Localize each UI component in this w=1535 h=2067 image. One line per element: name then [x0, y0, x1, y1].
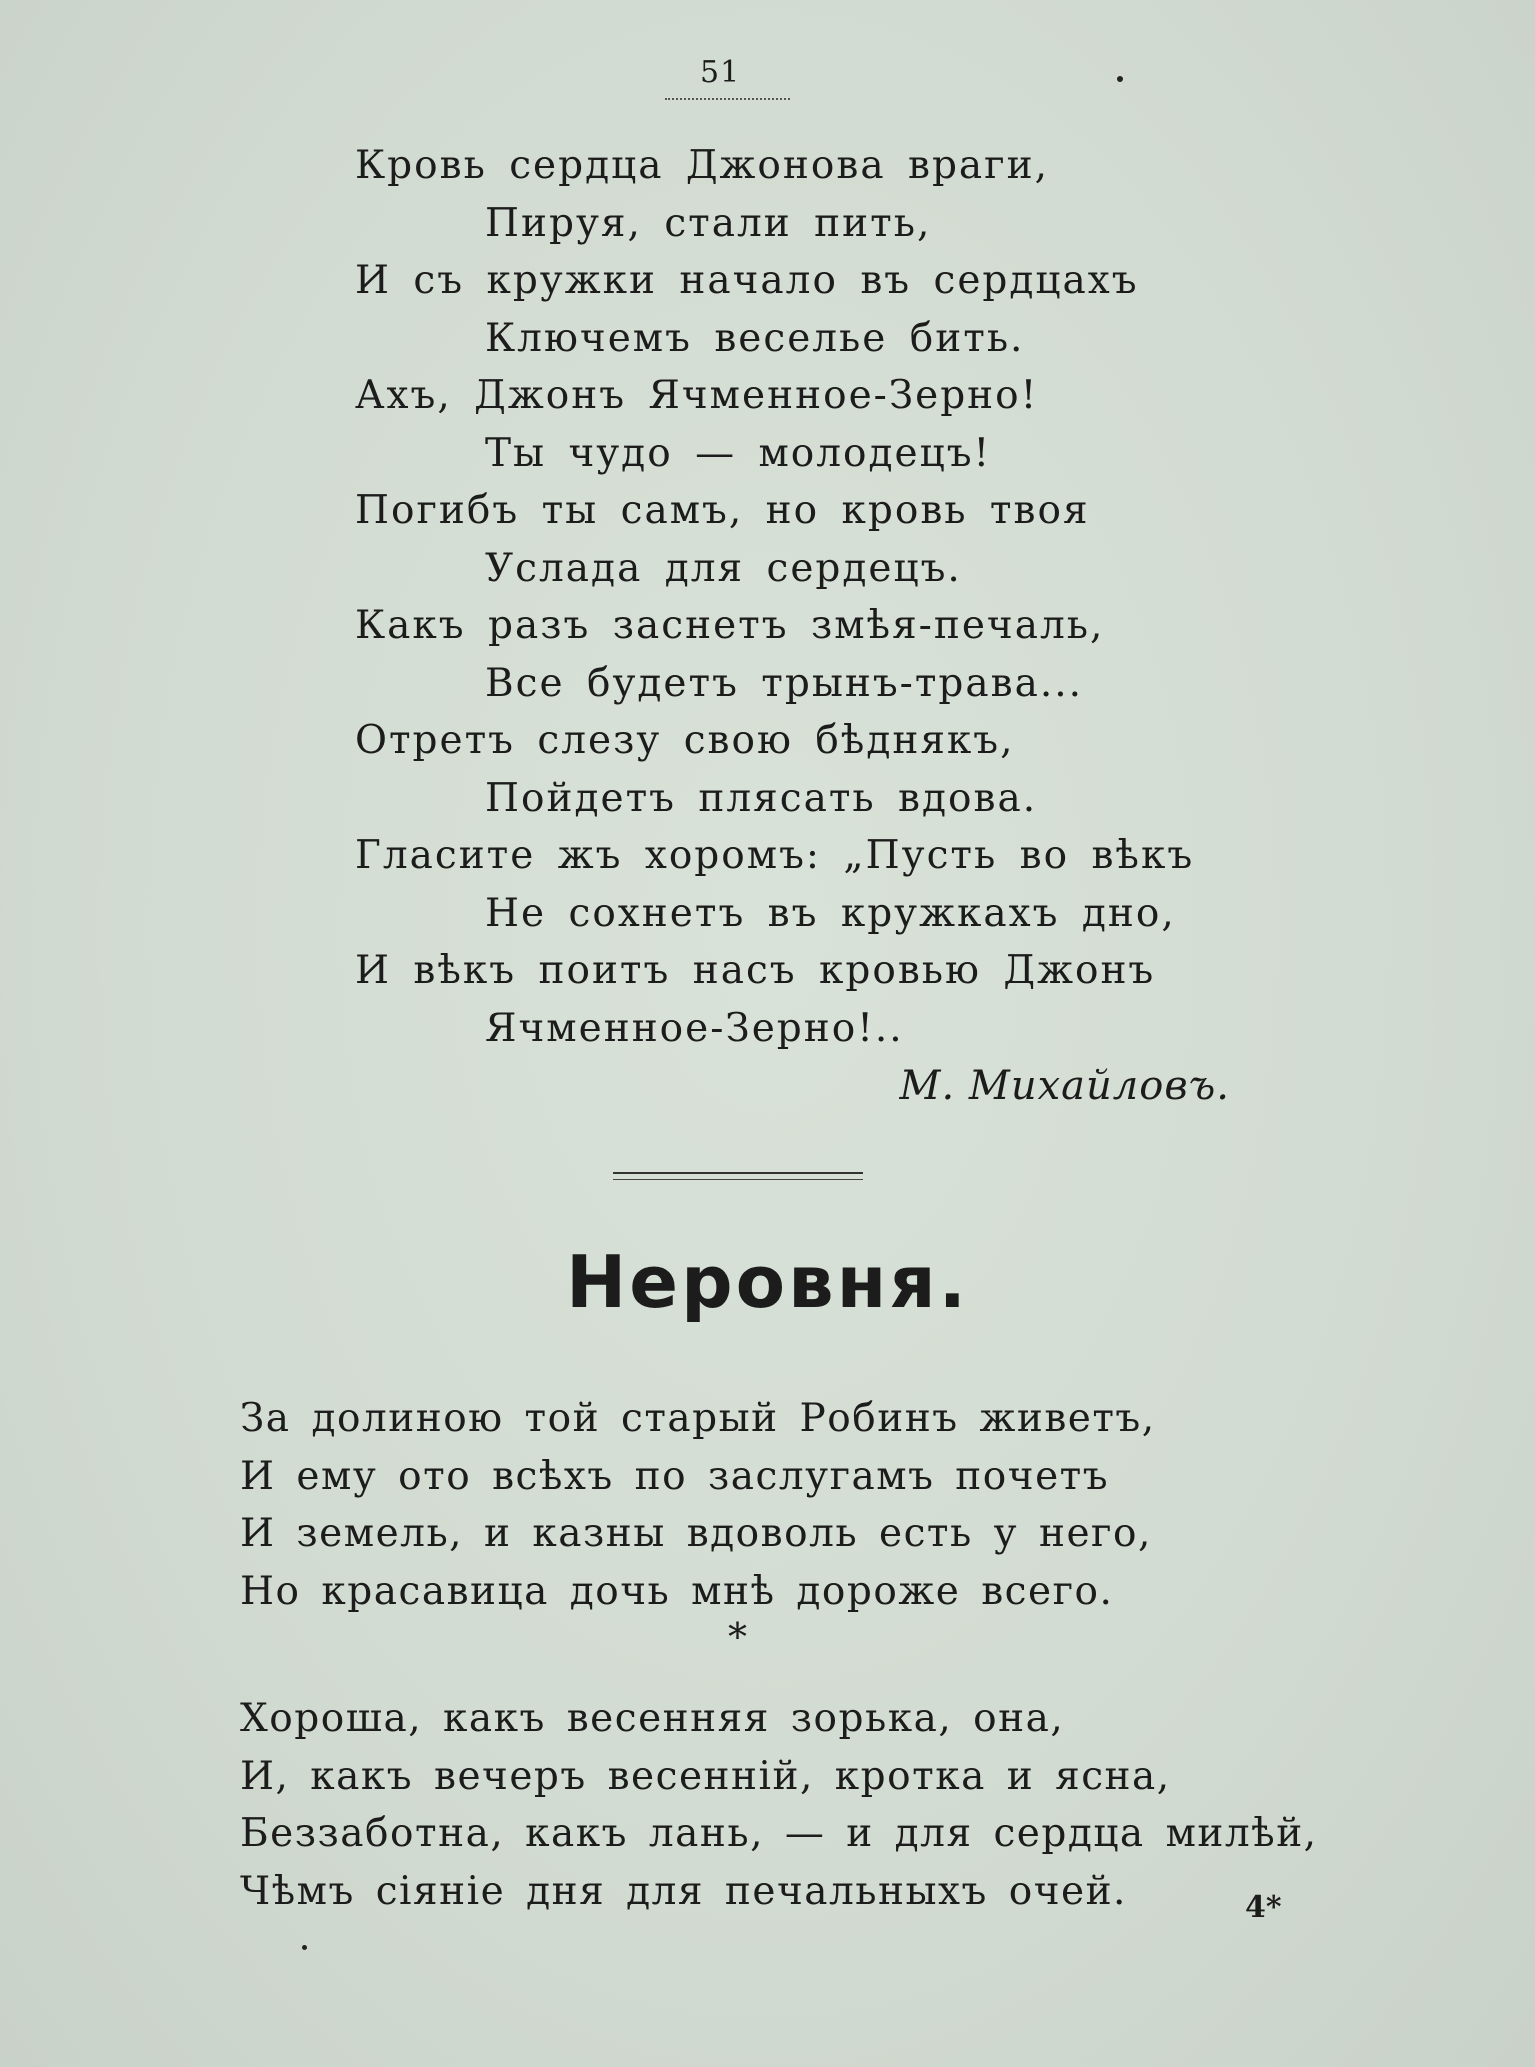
poem-line: И земель, и казны вдоволь есть у него, [240, 1511, 1152, 1556]
ink-dot [1117, 76, 1123, 82]
poem-line: Ты чудо — молодецъ! [485, 430, 992, 476]
poem-line: Ячменное-Зерно!.. [485, 1005, 904, 1051]
poem-line: Кровь сердца Джонова враги, [355, 143, 1049, 188]
stanza-mark: * [728, 1615, 747, 1659]
poem-line: Гласите жъ хоромъ: „Пусть во вѣкъ [355, 833, 1195, 878]
poem-line: Ахъ, Джонъ Ячменное-Зерно! [355, 373, 1039, 418]
poem-line: Пойдетъ плясать вдова. [485, 775, 1038, 821]
poem-stanza-2 [240, 1690, 1440, 1920]
poem-line: Все будетъ трынъ-трава... [485, 660, 1084, 706]
poem-line: Отретъ слезу свою бѣднякъ, [355, 718, 1015, 763]
section-title: Неровня. [566, 1240, 969, 1324]
poem-line: Не сохнетъ въ кружкахъ дно, [485, 890, 1176, 936]
poem-author: М. Михайловъ. [899, 1063, 1230, 1109]
poem-line: Погибъ ты самъ, но кровь твоя [355, 488, 1090, 533]
poem-line: И ему ото всѣхъ по заслугамъ почетъ [240, 1453, 1110, 1499]
ink-dot [302, 1945, 307, 1950]
poem-line: Беззаботна, какъ лань, — и для сердца милѣй, [240, 1811, 1318, 1856]
poem-stanza-1 [240, 1390, 1440, 1620]
poem-john-barleycorn [355, 137, 1355, 1057]
poem-line: Ключемъ веселье бить. [485, 315, 1025, 361]
section-separator [613, 1172, 863, 1180]
poem-line: И вѣкъ поитъ насъ кровью Джонъ [355, 948, 1156, 993]
page-number: 51 [700, 55, 741, 90]
poem-line: Чѣмъ сіяніе дня для печальныхъ очей. [240, 1868, 1127, 1914]
poem-line: Услада для сердецъ. [485, 545, 962, 591]
poem-line: Пируя, стали пить, [485, 200, 932, 246]
signature-mark: 4* [1245, 1890, 1282, 1925]
poem-line: Но красавица дочь мнѣ дороже всего. [240, 1568, 1114, 1614]
page-number-rule [665, 98, 790, 100]
poem-line: Хороша, какъ весенняя зорька, она, [240, 1696, 1065, 1741]
poem-line: За долиною той старый Робинъ живетъ, [240, 1396, 1156, 1441]
poem-line: И, какъ вечеръ весенній, кротка и ясна, [240, 1753, 1171, 1799]
poem-line: И съ кружки начало въ сердцахъ [355, 258, 1139, 303]
poem-line: Какъ разъ заснетъ змѣя-печаль, [355, 603, 1105, 648]
